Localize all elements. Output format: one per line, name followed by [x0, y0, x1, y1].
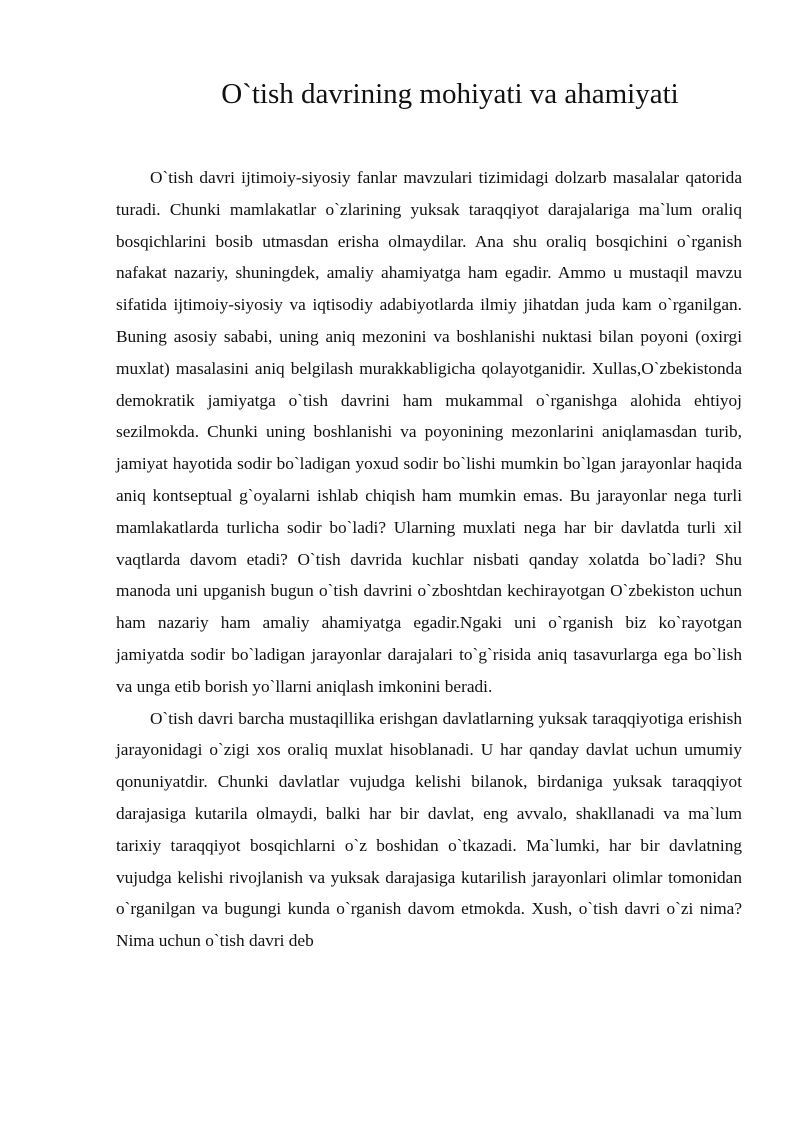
paragraph-2: O`tish davri barcha mustaqillika erishgan davlatlarning yuksak taraqqiyotiga erishish jarayonidagi o`zigi xos oraliq muxlat hisoblanadi. U har qanday davlat uchun umumiy qonuniyatdir. Chunki davlatlar vujudga kelishi bilanok, birdaniga yuksak taraqqiyot darajasiga kutarila olmaydi, balki har bir davlat, eng avvalo, shakllanadi va ma`lum tarixiy taraqqiyot bosqichlarni o`z boshidan o`tkazadi. Ma`lumki, har bir davlatning vujudga kelishi rivojlanish va yuksak darajasiga kutarilish jarayonlari olimlar tomonidan o`rganilgan va bugungi kunda o`rganish davom etmokda. Xush, o`tish davri o`zi nima? Nima uchun o`tish davri deb	[116, 708, 742, 951]
document-body	[116, 162, 742, 957]
page-title: O`tish davrining mohiyati va ahamiyati	[221, 78, 679, 110]
paragraph-1: O`tish davri ijtimoiy-siyosiy fanlar mavzulari tizimidagi dolzarb masalalar qatorida turadi. Chunki mamlakatlar o`zlarining yuksak taraqqiyot darajalariga ma`lum oraliq bosqichlarini bosib utmasdan erisha olmaydilar. Ana shu oraliq bosqichini o`rganish nafakat nazariy, shuningdek, amaliy ahamiyatga ham egadir. Ammo u mustaqil mavzu sifatida ijtimoiy-siyosiy va iqtisodiy adabiyotlarda ilmiy jihatdan juda kam o`rganilgan. Buning asosiy sababi, uning aniq mezonini va boshlanishi nuktasi bilan poyoni (oxirgi muxlat) masalasini aniq belgilash murakkabligicha qolayotganidir. Xullas,O`zbekistonda demokratik jamiyatga o`tish davrini ham mukammal o`rganishga alohida ehtiyoj sezilmokda. Chunki uning boshlanishi va poyonining mezonlarini aniqlamasdan turib, jamiyat hayotida sodir bo`ladigan yoxud sodir bo`lishi mumkin bo`lgan jarayonlar haqida aniq kontseptual g`oyalarni ishlab chiqish ham mumkin emas. Bu jarayonlar nega turli mamlakatlarda turlicha sodir bo`ladi? Ularning muxlati nega har bir davlatda turli xil vaqtlarda davom etadi? O`tish davrida kuchlar nisbati qanday xolatda bo`ladi? Shu manoda uni upganish bugun o`tish davrini o`zboshtdan kechirayotgan O`zbekiston uchun ham nazariy ham amaliy ahamiyatga egadir.Ngaki uni o`rganish biz ko`rayotgan jamiyatda sodir bo`ladigan jarayonlar darajalari to`g`risida aniq tasavurlarga ega bo`lish va unga etib borish yo`llarni aniqlash imkonini beradi.	[116, 168, 742, 696]
